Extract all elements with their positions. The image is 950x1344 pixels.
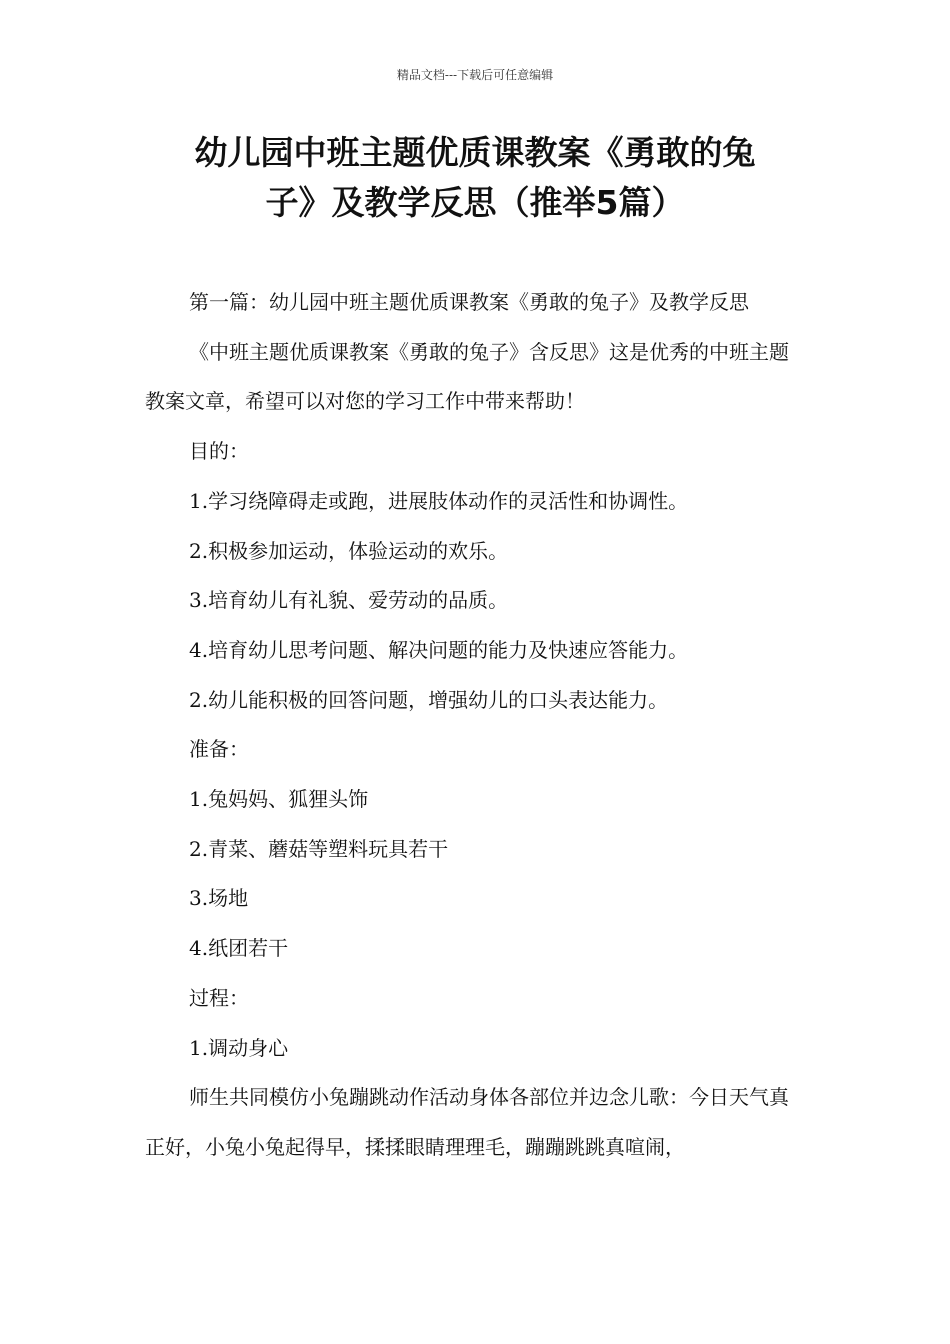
paragraph-goal-3: 3.培育幼儿有礼貌、爱劳动的品质。 bbox=[189, 588, 509, 613]
paragraph-section-heading: 第一篇：幼儿园中班主题优质课教案《勇敢的兔子》及教学反思 bbox=[189, 290, 749, 314]
paragraph-process-heading: 过程： bbox=[189, 985, 249, 1010]
paragraph-prep-heading: 准备： bbox=[189, 737, 249, 762]
paragraph-prep-3: 3.场地 bbox=[189, 886, 249, 911]
paragraph-goals-heading: 目的： bbox=[189, 439, 249, 464]
document-title bbox=[120, 128, 830, 228]
paragraph-goal-5: 2.幼儿能积极的回答问题，增强幼儿的口头表达能力。 bbox=[189, 687, 669, 712]
document-body bbox=[145, 278, 805, 1173]
paragraph-process-text: 师生共同模仿小兔蹦跳动作活动身体各部位并边念儿歌：今日天气真正好，小兔小兔起得早，揉揉眼睛理理毛，蹦蹦跳跳真喧闹， bbox=[145, 1085, 789, 1159]
paragraph-goal-4: 4.培育幼儿思考问题、解决问题的能力及快速应答能力。 bbox=[189, 637, 689, 662]
paragraph-prep-1: 1.兔妈妈、狐狸头饰 bbox=[189, 787, 369, 812]
paragraph-prep-4: 4.纸团若干 bbox=[189, 936, 289, 961]
paragraph-goal-1: 1.学习绕障碍走或跑，进展肢体动作的灵活性和协调性。 bbox=[189, 488, 689, 513]
paragraph-prep-2: 2.青菜、蘑菇等塑料玩具若干 bbox=[189, 836, 449, 861]
paragraph-process-1: 1.调动身心 bbox=[189, 1035, 289, 1060]
paragraph-intro: 《中班主题优质课教案《勇敢的兔子》含反思》这是优秀的中班主题教案文章，希望可以对您的学习工作中带来帮助！ bbox=[145, 339, 789, 414]
title-line-2: 子》及教学反思（推举5篇） bbox=[265, 183, 685, 222]
paragraph-goal-2: 2.积极参加运动，体验运动的欢乐。 bbox=[189, 538, 509, 563]
title-line-1: 幼儿园中班主题优质课教案《勇敢的兔 bbox=[194, 133, 756, 172]
header-note: 精品文档---下载后可任意编辑 bbox=[396, 68, 554, 82]
